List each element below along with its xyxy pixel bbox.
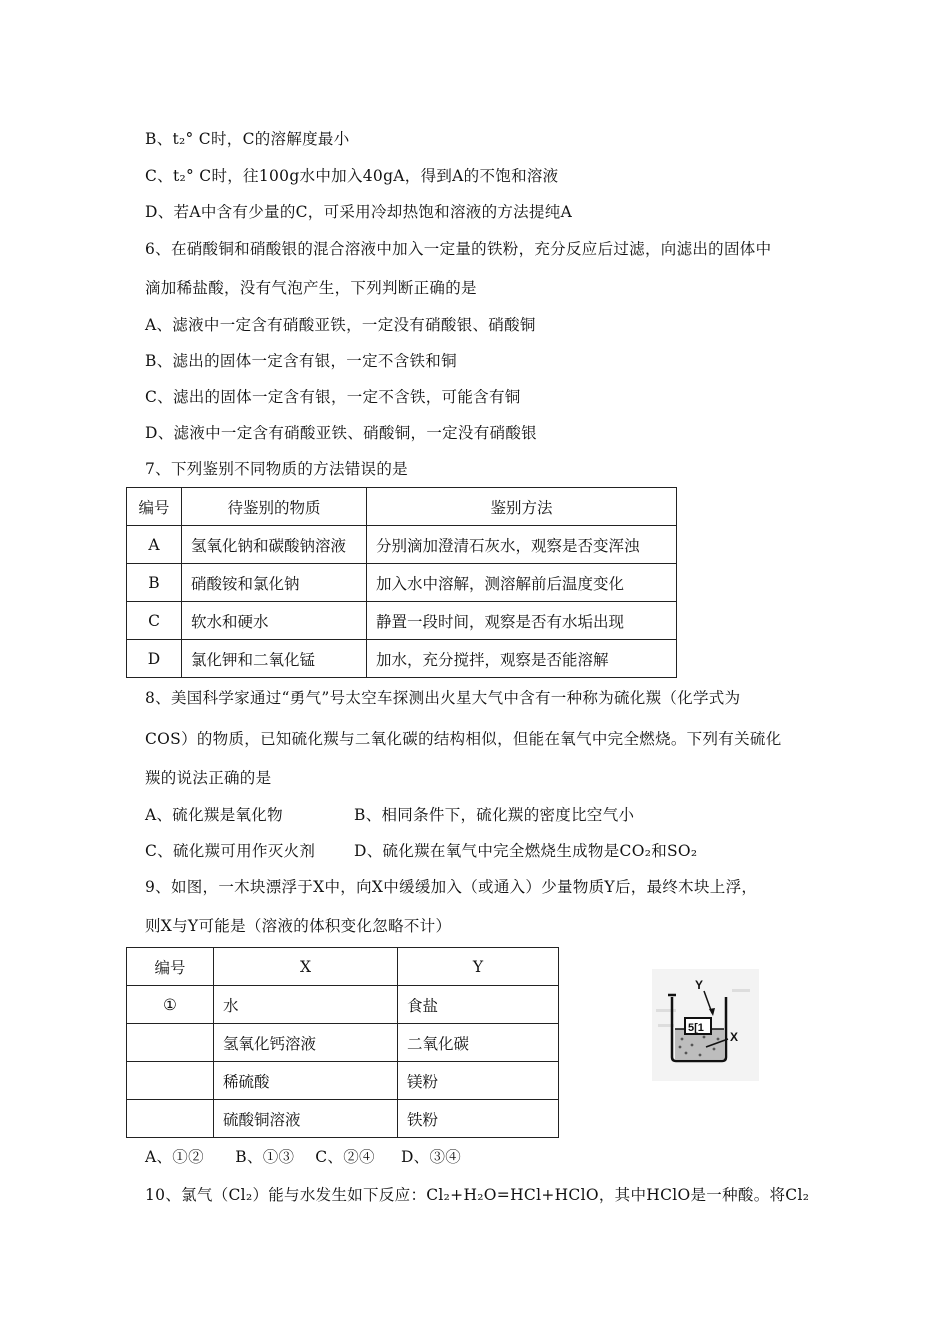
q9-row-x: 硫酸铜溶液: [214, 1100, 398, 1138]
q7-row-id: D: [127, 640, 182, 678]
q9-stem-line1: 9、如图，一木块漂浮于X中，向X中缓缓加入（或通入）少量物质Y后，最终木块上浮，: [145, 878, 758, 896]
q5-option-d: D、若A中含有少量的C，可采用冷却热饱和溶液的方法提纯A: [145, 203, 573, 221]
q6-stem-line1: 6、在硝酸铜和硝酸银的混合溶液中加入一定量的铁粉，充分反应后过滤，向滤出的固体中: [145, 240, 772, 258]
q6-option-c: C、滤出的固体一定含有银，一定不含铁，可能含有铜: [145, 388, 521, 406]
q8-stem-line1: 8、美国科学家通过“勇气”号太空车探测出火星大气中含有一种称为硫化羰（化学式为: [145, 689, 741, 707]
q7-row-method: 静置一段时间，观察是否有水垢出现: [367, 602, 677, 640]
q9-row-y: 食盐: [398, 986, 559, 1024]
q7-header-substance: 待鉴别的物质: [182, 488, 367, 526]
q5-option-b: B、t₂° C时，C的溶解度最小: [145, 130, 350, 148]
q9-header-x: X: [214, 948, 398, 986]
table-row: [127, 602, 677, 640]
q9-row-id: [127, 1024, 214, 1062]
q9-header-y: Y: [398, 948, 559, 986]
q7-row-method: 加入水中溶解，测溶解前后温度变化: [367, 564, 677, 602]
q9-header-id: 编号: [127, 948, 214, 986]
q6-option-a: A、滤液中一定含有硝酸亚铁，一定没有硝酸银、硝酸铜: [145, 316, 536, 334]
block-text: 5[1: [688, 1022, 704, 1034]
label-y: Y: [695, 978, 704, 992]
q7-stem: 7、下列鉴别不同物质的方法错误的是: [145, 460, 408, 478]
q8-stem-line3: 羰的说法正确的是: [145, 769, 272, 787]
q9-row-y: 铁粉: [398, 1100, 559, 1138]
q9-row-x: 氢氧化钙溶液: [214, 1024, 398, 1062]
q6-stem-line2: 滴加稀盐酸，没有气泡产生，下列判断正确的是: [145, 279, 477, 297]
q7-row-id: C: [127, 602, 182, 640]
table-row: [127, 1024, 559, 1062]
q9-header-row: [127, 948, 559, 986]
q7-row-method: 分别滴加澄清石灰水，观察是否变浑浊: [367, 526, 677, 564]
q6-option-b: B、滤出的固体一定含有银，一定不含铁和铜: [145, 352, 457, 370]
q6-option-d: D、滤液中一定含有硝酸亚铁、硝酸铜，一定没有硝酸银: [145, 424, 537, 442]
q9-answer-options: A、①② B、①③ C、②④ D、③④: [145, 1148, 462, 1166]
q9-row-x: 水: [214, 986, 398, 1024]
q8-option-b: B、相同条件下，硫化羰的密度比空气小: [354, 806, 635, 824]
q9-row-id: [127, 1100, 214, 1138]
q8-option-c: C、硫化羰可用作灭火剂: [145, 842, 316, 860]
q9-row-id: ①: [127, 986, 214, 1024]
table-row: [127, 640, 677, 678]
q7-table: [126, 487, 677, 678]
q9-row-x: 稀硫酸: [214, 1062, 398, 1100]
q5-option-c: C、t₂° C时，往100g水中加入40gA，得到A的不饱和溶液: [145, 167, 559, 185]
q9-table: [126, 947, 559, 1138]
label-x: X: [730, 1030, 739, 1044]
q9-row-y: 镁粉: [398, 1062, 559, 1100]
table-row: [127, 1062, 559, 1100]
table-row: [127, 564, 677, 602]
beaker-figure: [652, 969, 759, 1081]
q9-stem-line2: 则X与Y可能是（溶液的体积变化忽略不计）: [145, 917, 452, 935]
table-row: [127, 526, 677, 564]
q7-row-substance: 氯化钾和二氧化锰: [182, 640, 367, 678]
table-row: [127, 1100, 559, 1138]
q9-row-id: [127, 1062, 214, 1100]
q7-row-id: A: [127, 526, 182, 564]
q7-row-substance: 氢氧化钠和碳酸钠溶液: [182, 526, 367, 564]
beaker-illustration: [652, 969, 759, 1081]
q7-row-substance: 硝酸铵和氯化钠: [182, 564, 367, 602]
q10-stem: 10、氯气（Cl₂）能与水发生如下反应：Cl₂+H₂O=HCl+HClO，其中HClO是一种酸。将Cl₂: [145, 1186, 810, 1204]
q7-row-id: B: [127, 564, 182, 602]
q8-stem-line2: COS）的物质，已知硫化羰与二氧化碳的结构相似，但能在氧气中完全燃烧。下列有关硫化: [145, 730, 782, 748]
q7-header-row: [127, 488, 677, 526]
q7-header-id: 编号: [127, 488, 182, 526]
q7-header-method: 鉴别方法: [367, 488, 677, 526]
q7-row-substance: 软水和硬水: [182, 602, 367, 640]
q8-option-a: A、硫化羰是氧化物: [145, 806, 283, 824]
q8-option-d: D、硫化羰在氧气中完全燃烧生成物是CO₂和SO₂: [354, 842, 698, 860]
q9-row-y: 二氧化碳: [398, 1024, 559, 1062]
q7-row-method: 加水，充分搅拌，观察是否能溶解: [367, 640, 677, 678]
table-row: [127, 986, 559, 1024]
